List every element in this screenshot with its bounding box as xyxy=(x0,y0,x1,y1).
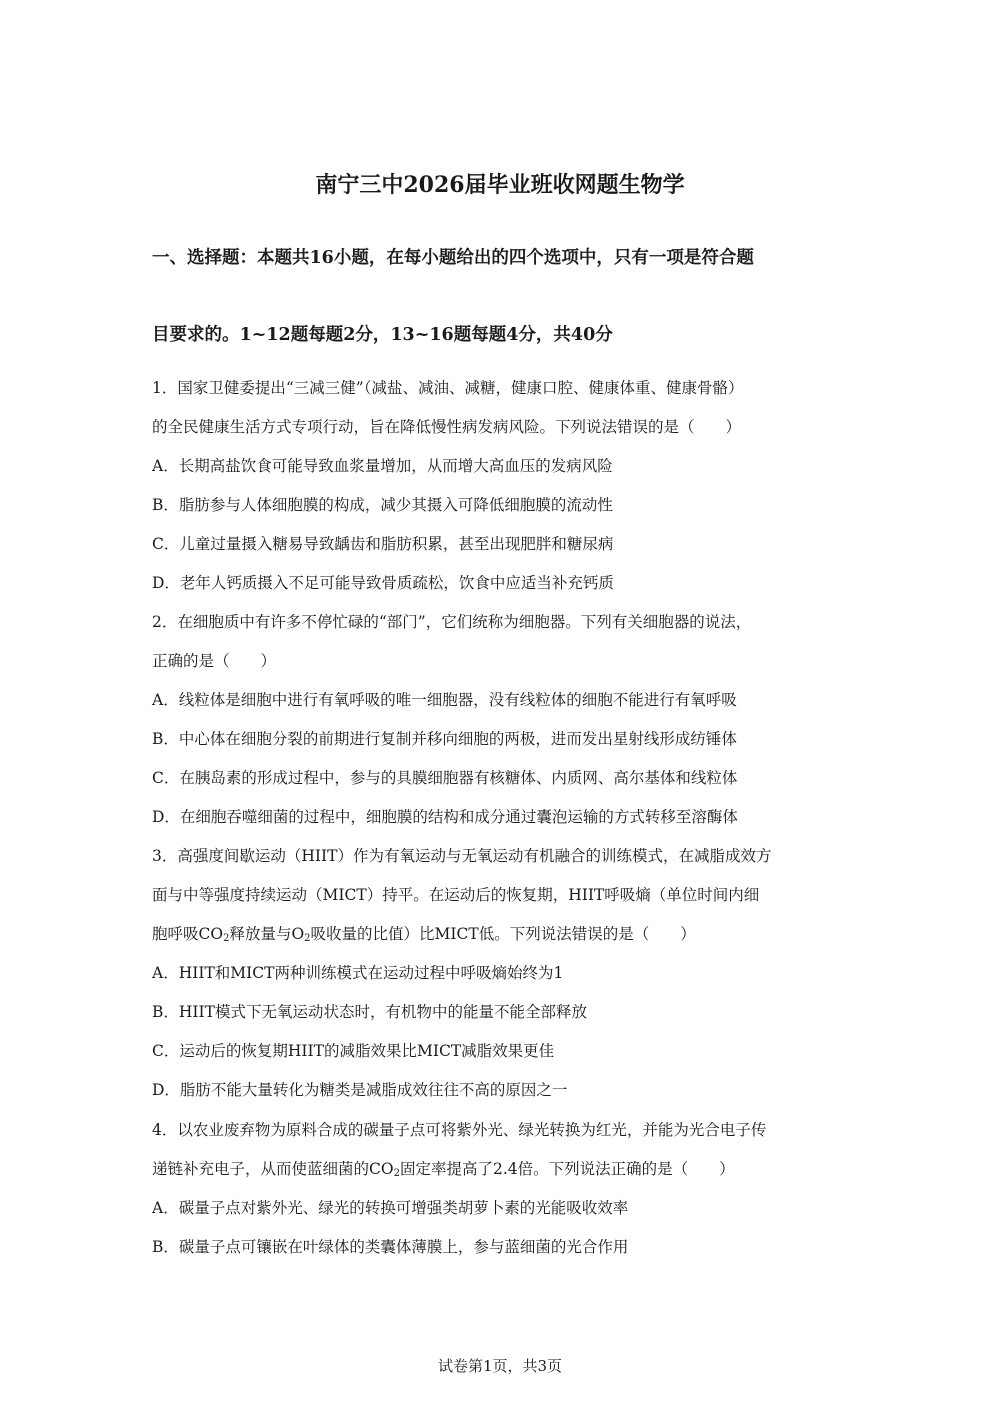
question-2-stem-line-1: 2．在细胞质中有许多不停忙碌的“部门”，它们统称为细胞器。下列有关细胞器的说法， xyxy=(152,613,752,631)
question-3-stem-line-3 xyxy=(152,921,872,947)
question-2-stem-line-2: 正确的是（ ） xyxy=(152,652,277,670)
question-1-option-b: B．脂肪参与人体细胞膜的构成，减少其摄入可降低细胞膜的流动性 xyxy=(152,496,613,514)
page-title: 南宁三中2026届毕业班收网题生物学 xyxy=(315,172,685,198)
page-footer: 试卷第1页，共3页 xyxy=(437,1357,563,1375)
question-3-stem-text-b: 释放量与O xyxy=(229,925,305,943)
question-3-stem-line-1: 3．高强度间歇运动（HIIT）作为有氧运动与无氧运动有机融合的训练模式，在减脂成效方 xyxy=(152,847,772,865)
o2-subscript: 2 xyxy=(304,933,311,944)
question-4-stem-text-a: 递链补充电子，从而使蓝细菌的CO xyxy=(152,1160,394,1178)
co2-subscript: 2 xyxy=(223,933,230,944)
question-4-option-b: B．碳量子点可镶嵌在叶绿体的类囊体薄膜上，参与蓝细菌的光合作用 xyxy=(152,1238,629,1256)
co2-subscript: 2 xyxy=(393,1168,400,1179)
question-1-stem-line-1: 1．国家卫健委提出“三减三健”（减盐、减油、减糖，健康口腔、健康体重、健康骨骼） xyxy=(152,379,744,397)
question-3-stem-text-a: 胞呼吸CO xyxy=(152,925,224,943)
question-3-option-d: D．脂肪不能大量转化为糖类是减脂成效往往不高的原因之一 xyxy=(152,1081,568,1099)
question-1-option-c: C．儿童过量摄入糖易导致龋齿和脂肪积累，甚至出现肥胖和糖尿病 xyxy=(152,535,614,553)
question-3-stem-line-2: 面与中等强度持续运动（MICT）持平。在运动后的恢复期，HIIT呼吸熵（单位时间内细 xyxy=(152,886,760,904)
question-3-option-a: A．HIIT和MICT两种训练模式在运动过程中呼吸熵始终为1 xyxy=(152,964,564,982)
question-1-stem-line-2: 的全民健康生活方式专项行动，旨在降低慢性病发病风险。下列说法错误的是（ ） xyxy=(152,418,742,436)
question-1-option-d: D．老年人钙质摄入不足可能导致骨质疏松，饮食中应适当补充钙质 xyxy=(152,574,614,592)
question-2-option-b: B．中心体在细胞分裂的前期进行复制并移向细胞的两极，进而发出星射线形成纺锤体 xyxy=(152,730,737,748)
question-4-stem-text-b: 固定率提高了2.4倍。下列说法正确的是（ ） xyxy=(399,1160,735,1178)
question-2-option-d: D．在细胞吞噬细菌的过程中，细胞膜的结构和成分通过囊泡运输的方式转移至溶酶体 xyxy=(152,808,738,826)
question-3-option-c: C．运动后的恢复期HIIT的减脂效果比MICT减脂效果更佳 xyxy=(152,1042,555,1060)
question-2-option-c: C．在胰岛素的形成过程中，参与的具膜细胞器有核糖体、内质网、高尔基体和线粒体 xyxy=(152,769,738,787)
question-3-option-b: B．HIIT模式下无氧运动状态时，有机物中的能量不能全部释放 xyxy=(152,1003,587,1021)
question-2-option-a: A．线粒体是细胞中进行有氧呼吸的唯一细胞器，没有线粒体的细胞不能进行有氧呼吸 xyxy=(152,691,737,709)
section-heading-line-1: 一、选择题：本题共16小题，在每小题给出的四个选项中，只有一项是符合题 xyxy=(152,248,754,268)
question-3-stem-text-c: 吸收量的比值）比MICT低。下列说法错误的是（ ） xyxy=(310,925,696,943)
question-1-option-a: A．长期高盐饮食可能导致血浆量增加，从而增大高血压的发病风险 xyxy=(152,457,613,475)
question-4-option-a: A．碳量子点对紫外光、绿光的转换可增强类胡萝卜素的光能吸收效率 xyxy=(152,1199,629,1217)
question-4-stem-line-1: 4．以农业废弃物为原料合成的碳量子点可将紫外光、绿光转换为红光，并能为光合电子传 xyxy=(152,1121,767,1139)
section-heading-line-2: 目要求的。1~12题每题2分，13~16题每题4分，共40分 xyxy=(152,325,613,345)
question-4-stem-line-2 xyxy=(152,1156,872,1182)
